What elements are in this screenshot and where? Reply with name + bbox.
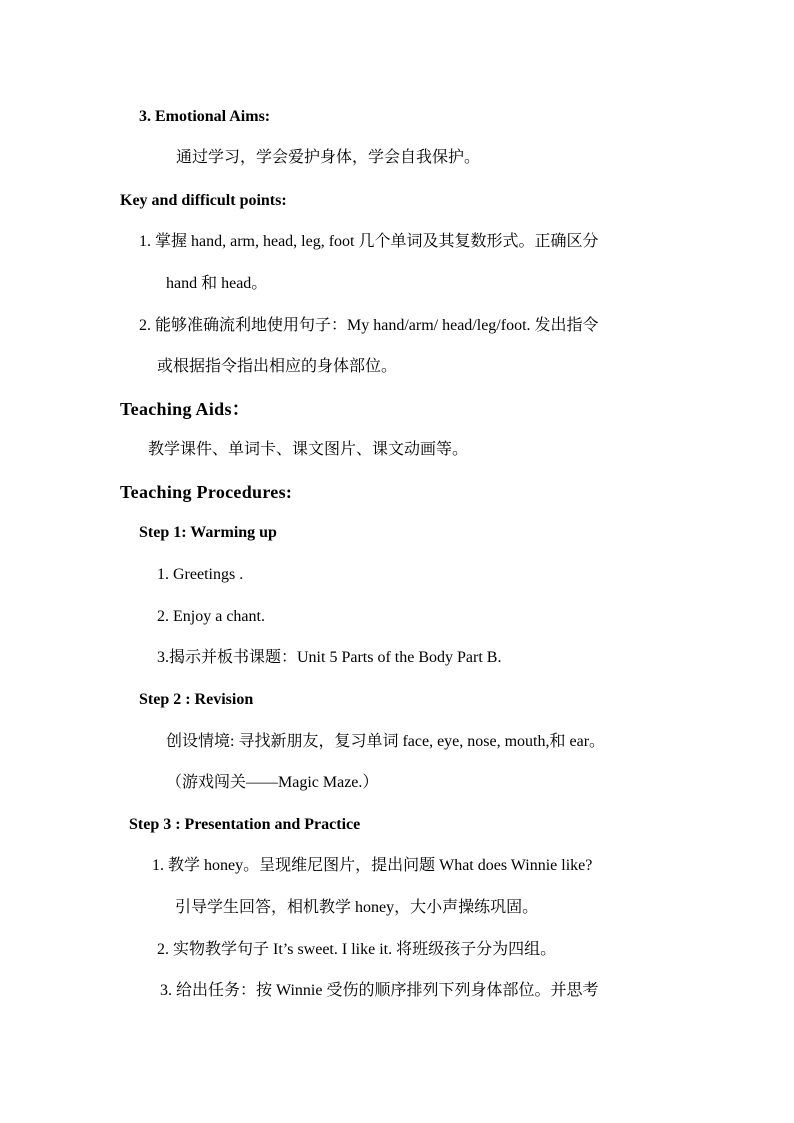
teaching-aids-text: 教学课件、单词卡、课文图片、课文动画等。 bbox=[148, 441, 469, 458]
step-3-item-1-line-2: 引导学生回答，相机教学 honey，大小声操练巩固。 bbox=[175, 899, 539, 916]
step-3-item-1-line-1: 1. 教学 honey。呈现维尼图片，提出问题 What does Winnie like? bbox=[152, 857, 593, 874]
step-1-heading: Step 1: Warming up bbox=[139, 524, 277, 541]
step-1-item-1: 1. Greetings . bbox=[157, 566, 244, 583]
teaching-procedures-heading: Teaching Procedures: bbox=[120, 482, 293, 502]
key-point-2-line-1: 2. 能够准确流利地使用句子：My hand/arm/ head/leg/foot. 发出指令 bbox=[139, 317, 599, 334]
step-3-item-3: 3. 给出任务：按 Winnie 受伤的顺序排列下列身体部位。并思考 bbox=[160, 982, 599, 999]
emotional-aims-text: 通过学习，学会爱护身体，学会自我保护。 bbox=[176, 149, 481, 166]
step-2-line-1: 创设情境: 寻找新朋友，复习单词 face, eye, nose, mouth,和 ear。 bbox=[166, 733, 606, 750]
key-points-heading: Key and difficult points: bbox=[120, 192, 287, 209]
key-point-1-line-2: hand 和 head。 bbox=[166, 275, 268, 292]
step-3-item-2: 2. 实物教学句子 It’s sweet. I like it. 将班级孩子分为四组。 bbox=[157, 941, 557, 958]
key-point-1-line-1: 1. 掌握 hand, arm, head, leg, foot 几个单词及其复数形式。正确区分 bbox=[139, 233, 599, 250]
step-3-heading: Step 3 : Presentation and Practice bbox=[129, 816, 361, 833]
teaching-aids-heading: Teaching Aids： bbox=[120, 399, 251, 419]
step-1-item-2: 2. Enjoy a chant. bbox=[157, 608, 265, 625]
step-1-item-3: 3.揭示并板书课题：Unit 5 Parts of the Body Part B. bbox=[157, 649, 502, 666]
step-2-heading: Step 2 : Revision bbox=[139, 691, 254, 708]
key-point-2-line-2: 或根据指令指出相应的身体部位。 bbox=[157, 358, 398, 375]
emotional-aims-heading: 3. Emotional Aims: bbox=[139, 108, 271, 125]
step-2-line-2: （游戏闯关——Magic Maze.） bbox=[166, 774, 379, 791]
